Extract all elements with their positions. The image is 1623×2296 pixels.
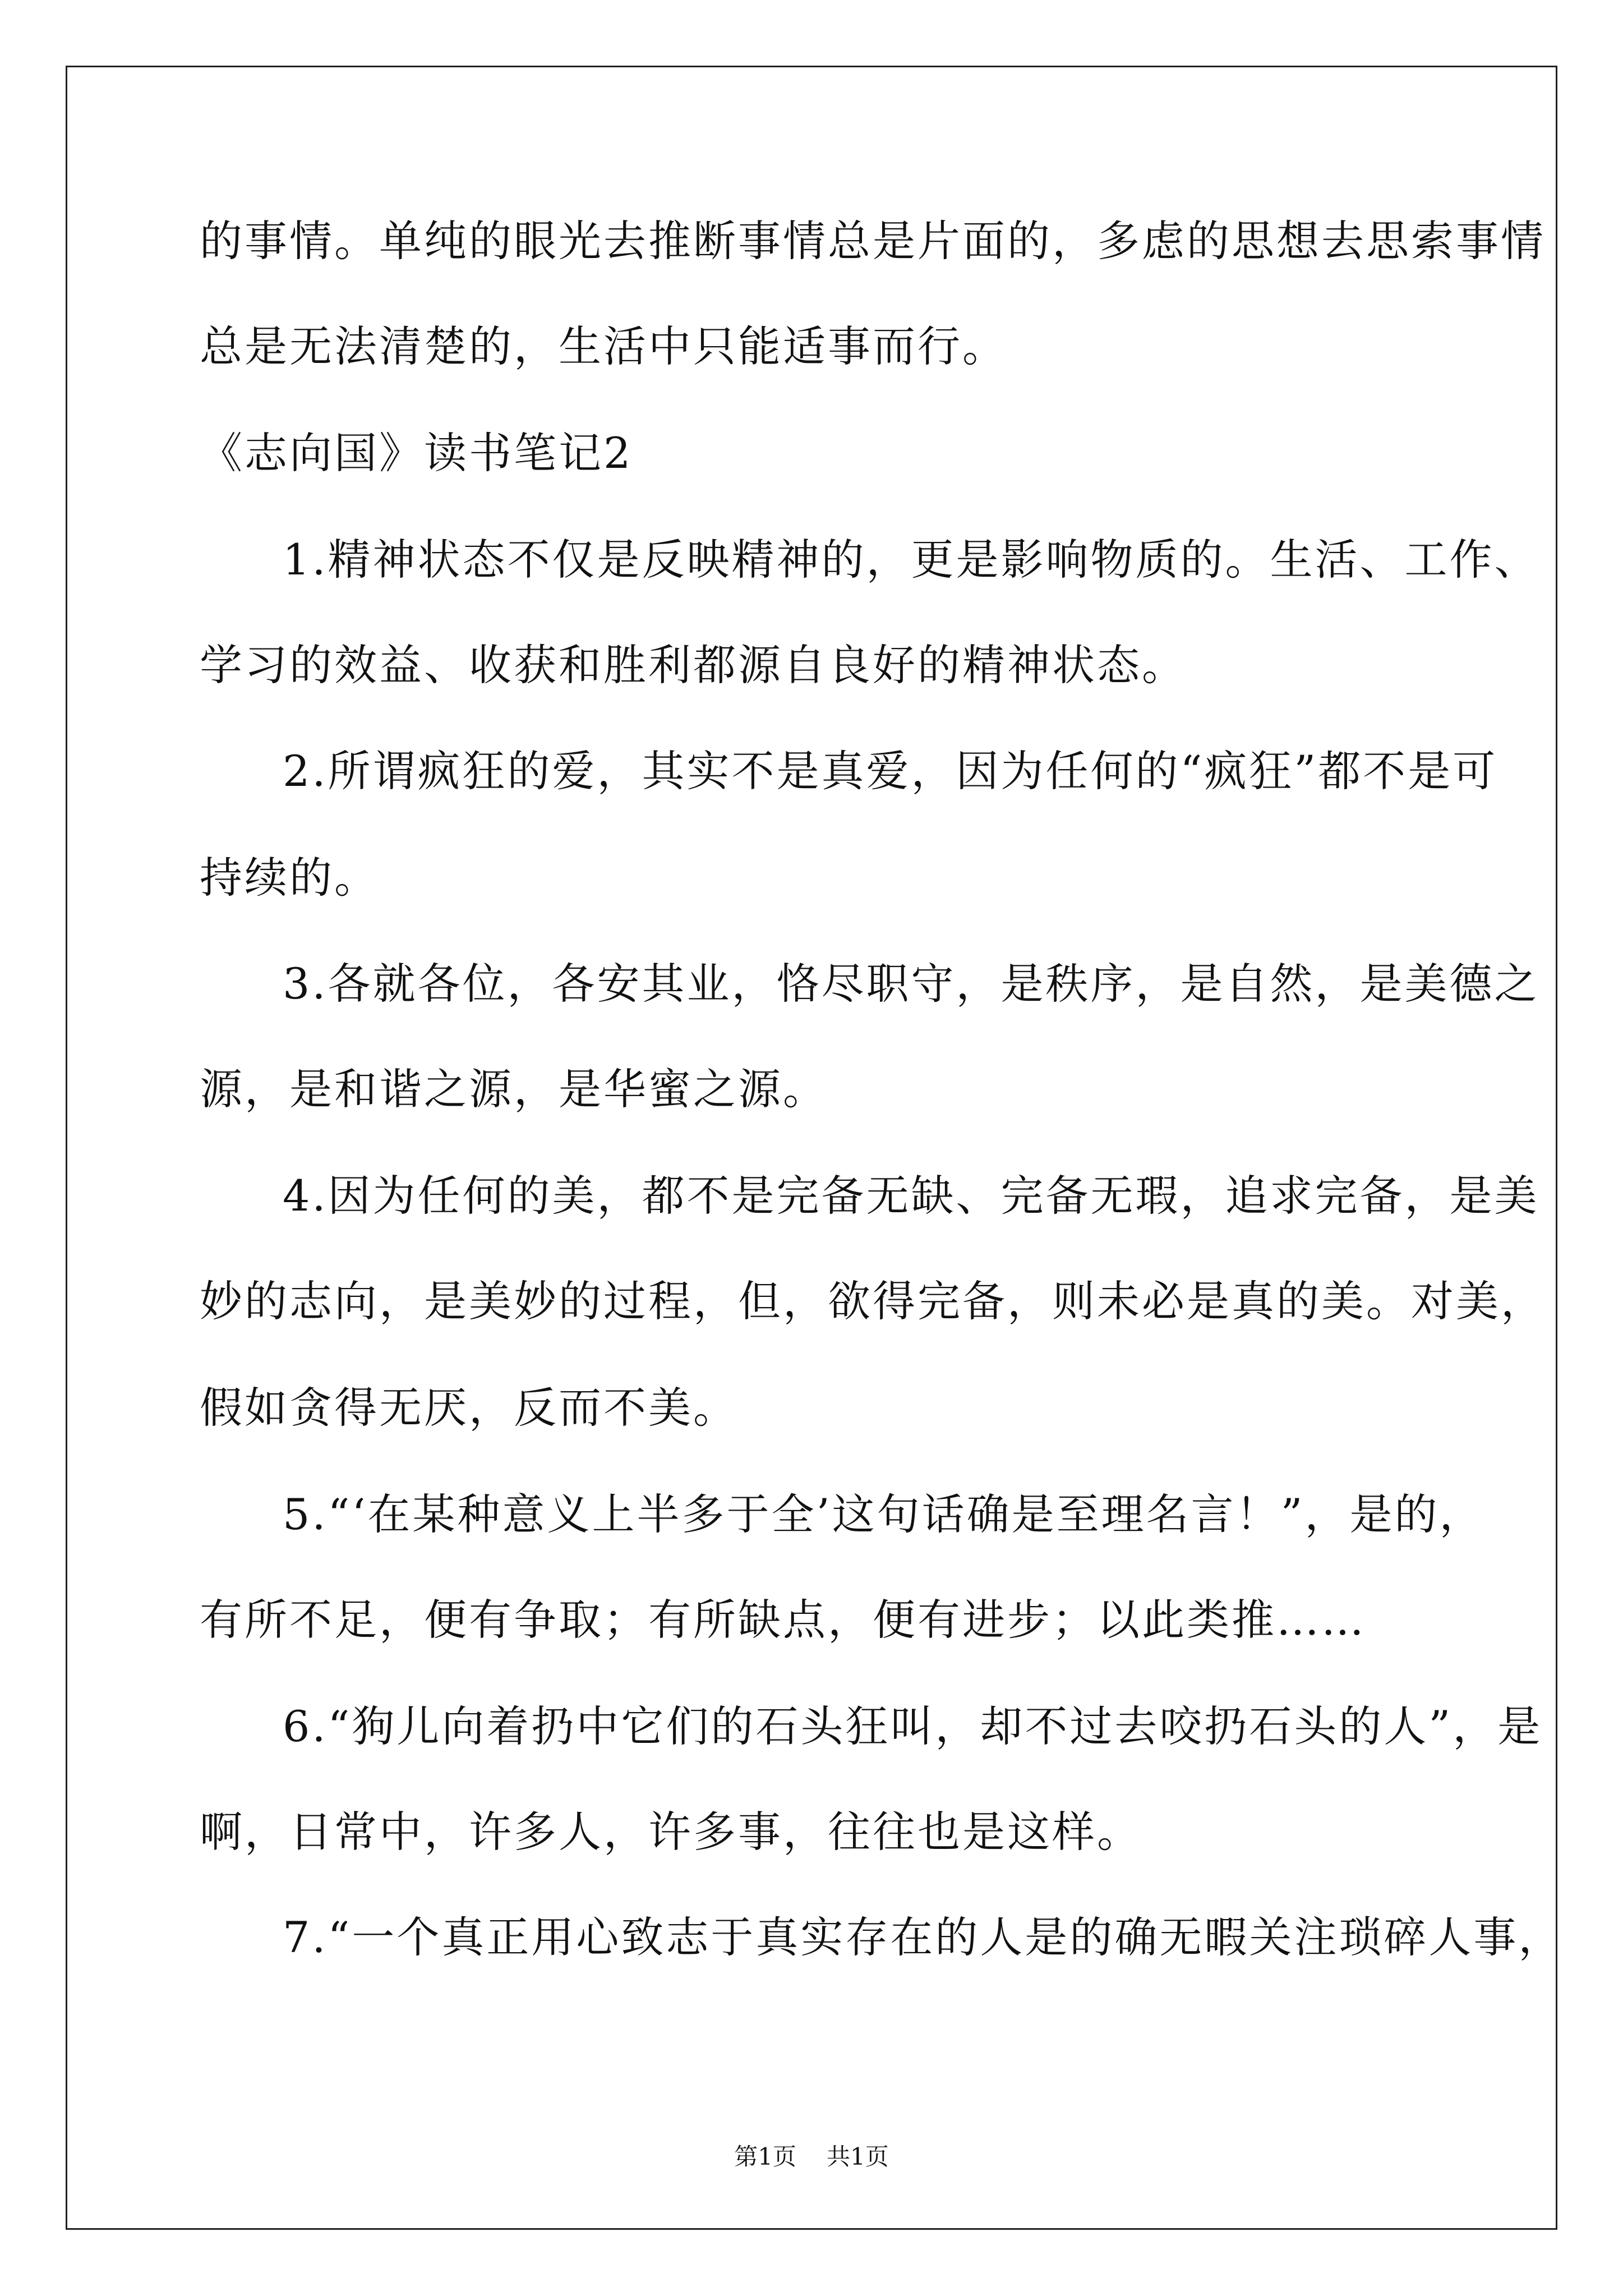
item-6-line-1: 6.“狗儿向着扔中它们的石头狂叫，却不过去咬扔石头的人”，是 [283, 1701, 1543, 1751]
item-6-line-2: 啊，日常中，许多人，许多事，往往也是这样。 [200, 1807, 1142, 1857]
page-number: 第1页 [734, 2143, 796, 2170]
item-1-line-2: 学习的效益、收获和胜利都源自良好的精神状态。 [200, 640, 1187, 690]
item-5-line-1: 5.“‘在某种意义上半多于全’这句话确是至理名言！”，是的， [283, 1489, 1484, 1539]
item-1-line-1: 1.精神状态不仅是反映精神的，更是影响物质的。生活、工作、 [283, 535, 1539, 585]
text-line-1: 的事情。单纯的眼光去推断事情总是片面的，多虑的思想去思索事情 [200, 216, 1546, 266]
section-heading: 《志向国》读书笔记2 [200, 428, 633, 478]
item-2-line-2: 持续的。 [200, 853, 379, 903]
page-border [66, 66, 1557, 2230]
item-3-line-1: 3.各就各位，各安其业，恪尽职守，是秩序，是自然，是美德之 [283, 959, 1539, 1009]
item-4-line-3: 假如贪得无厌，反而不美。 [200, 1383, 738, 1433]
item-3-line-2: 源，是和谐之源，是华蜜之源。 [200, 1064, 828, 1114]
item-2-line-1: 2.所谓疯狂的爱，其实不是真爱，因为任何的“疯狂”都不是可 [283, 746, 1498, 796]
text-line-2: 总是无法清楚的，生活中只能适事而行。 [200, 321, 1007, 371]
item-4-line-1: 4.因为任何的美，都不是完备无缺、完备无瑕，追求完备，是美 [283, 1171, 1539, 1221]
item-7-line-1: 7.“一个真正用心致志于真实存在的人是的确无暇关注琐碎人事， [283, 1912, 1564, 1962]
item-4-line-2: 妙的志向，是美妙的过程，但，欲得完备，则未必是真的美。对美， [200, 1276, 1546, 1326]
item-5-line-2: 有所不足，便有争取；有所缺点，便有进步；以此类推…… [200, 1595, 1366, 1645]
page-total: 共1页 [827, 2143, 889, 2170]
page-footer [0, 2140, 1623, 2174]
